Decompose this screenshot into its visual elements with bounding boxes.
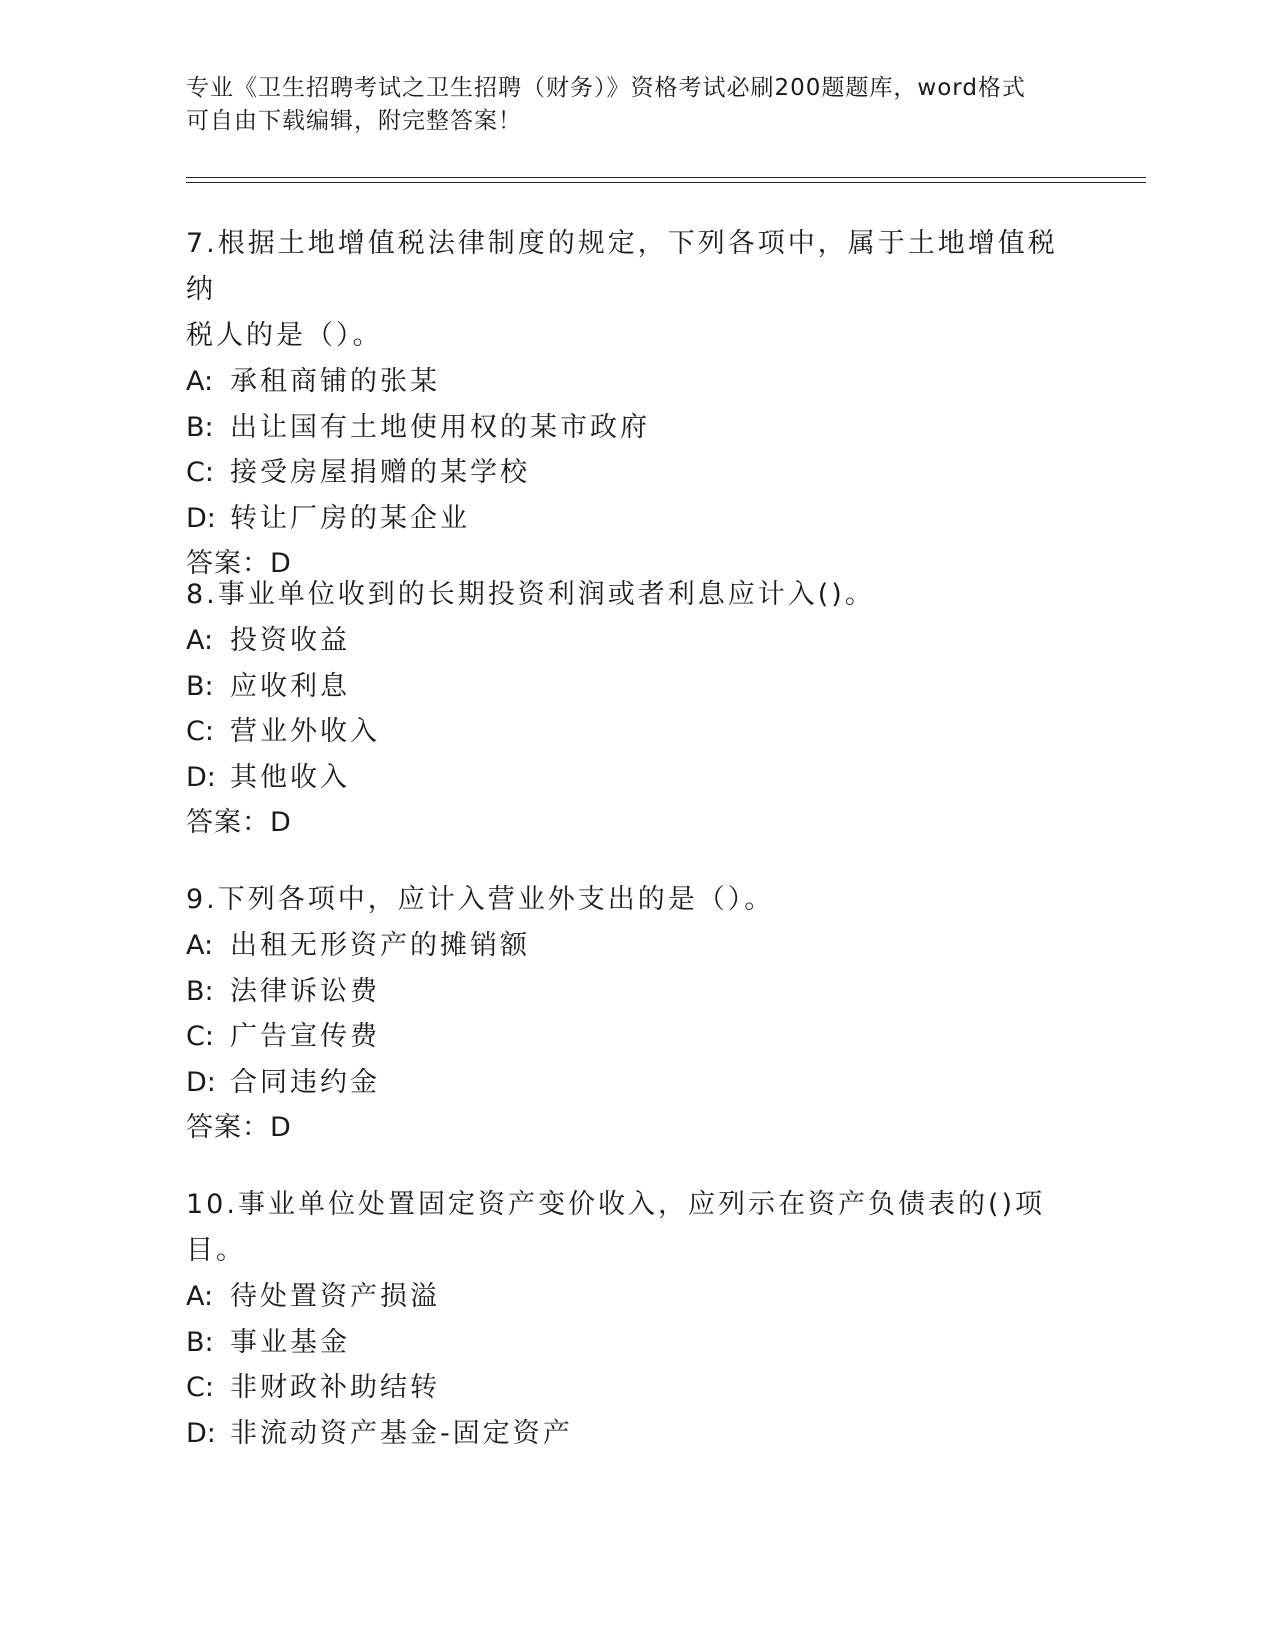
option-text: 营业外收入 <box>230 716 380 747</box>
option-letter: C: <box>186 1021 214 1052</box>
answer-value: D <box>270 548 291 579</box>
question-7 <box>186 221 1086 587</box>
option-letter: A: <box>186 930 214 961</box>
question-9 <box>186 877 1086 1151</box>
option-text: 应收利息 <box>230 670 350 702</box>
option-d <box>186 1411 1086 1457</box>
option-d <box>186 496 1086 542</box>
option-b <box>186 1320 1086 1366</box>
answer <box>186 1105 1086 1151</box>
answer-value: D <box>270 807 291 838</box>
option-b <box>186 405 1086 451</box>
option-text: 接受房屋捐赠的某学校 <box>230 457 530 488</box>
option-b <box>186 969 1086 1015</box>
option-text: 出让国有土地使用权的某市政府 <box>230 411 650 443</box>
option-letter: C: <box>186 457 214 488</box>
option-a <box>186 923 1086 969</box>
option-a <box>186 359 1086 405</box>
option-c <box>186 1014 1086 1060</box>
question-stem: 7.根据土地增值税法律制度的规定，下列各项中，属于土地增值税纳 <box>186 228 1058 305</box>
option-text: 承租商铺的张某 <box>230 366 440 397</box>
option-letter: D: <box>186 761 216 793</box>
option-letter: A: <box>186 1281 214 1312</box>
answer-label: 答案： <box>186 548 270 579</box>
question-stem-continued: 税人的是（）。 <box>186 320 383 351</box>
option-letter: C: <box>186 1372 214 1403</box>
question-stem: 8.事业单位收到的长期投资利润或者利息应计入()。 <box>186 579 875 610</box>
document-header <box>186 72 1066 138</box>
option-text: 法律诉讼费 <box>230 975 380 1007</box>
option-text: 出租无形资产的摊销额 <box>230 930 530 961</box>
option-d <box>186 755 1086 801</box>
option-c <box>186 709 1086 755</box>
answer-label: 答案： <box>186 1112 270 1143</box>
option-text: 转让厂房的某企业 <box>230 502 470 534</box>
answer <box>186 800 1086 846</box>
option-letter: B: <box>186 1326 214 1358</box>
option-text: 非财政补助结转 <box>230 1372 440 1403</box>
answer-label: 答案： <box>186 807 270 838</box>
option-letter: D: <box>186 1066 216 1098</box>
option-a <box>186 618 1086 664</box>
option-letter: D: <box>186 502 216 534</box>
option-d <box>186 1060 1086 1106</box>
option-text: 合同违约金 <box>230 1066 380 1098</box>
option-letter: A: <box>186 366 214 397</box>
question-10 <box>186 1182 1086 1456</box>
option-text: 广告宣传费 <box>230 1021 380 1052</box>
option-c <box>186 1365 1086 1411</box>
option-text: 投资收益 <box>230 625 350 656</box>
option-text: 事业基金 <box>230 1326 350 1358</box>
answer-value: D <box>270 1112 291 1143</box>
option-text: 其他收入 <box>230 761 350 793</box>
question-stem: 9.下列各项中，应计入营业外支出的是（）。 <box>186 884 775 915</box>
option-letter: B: <box>186 411 214 443</box>
header-line-2: 可自由下载编辑，附完整答案！ <box>186 108 522 134</box>
option-c <box>186 450 1086 496</box>
option-text: 待处置资产损溢 <box>230 1281 440 1312</box>
option-letter: C: <box>186 716 214 747</box>
question-stem: 10.事业单位处置固定资产变价收入，应列示在资产负债表的()项目。 <box>186 1189 1046 1266</box>
header-line-1: 专业《卫生招聘考试之卫生招聘（财务）》资格考试必刷200题题库，word格式 <box>186 75 1026 101</box>
option-letter: B: <box>186 670 214 702</box>
option-letter: B: <box>186 975 214 1007</box>
option-letter: A: <box>186 625 214 656</box>
question-8 <box>186 572 1086 846</box>
header-divider-top <box>186 177 1146 178</box>
option-a <box>186 1274 1086 1320</box>
option-letter: D: <box>186 1417 216 1449</box>
option-text: 非流动资产基金-固定资产 <box>230 1417 573 1449</box>
option-b <box>186 664 1086 710</box>
header-divider-bottom <box>186 182 1146 183</box>
